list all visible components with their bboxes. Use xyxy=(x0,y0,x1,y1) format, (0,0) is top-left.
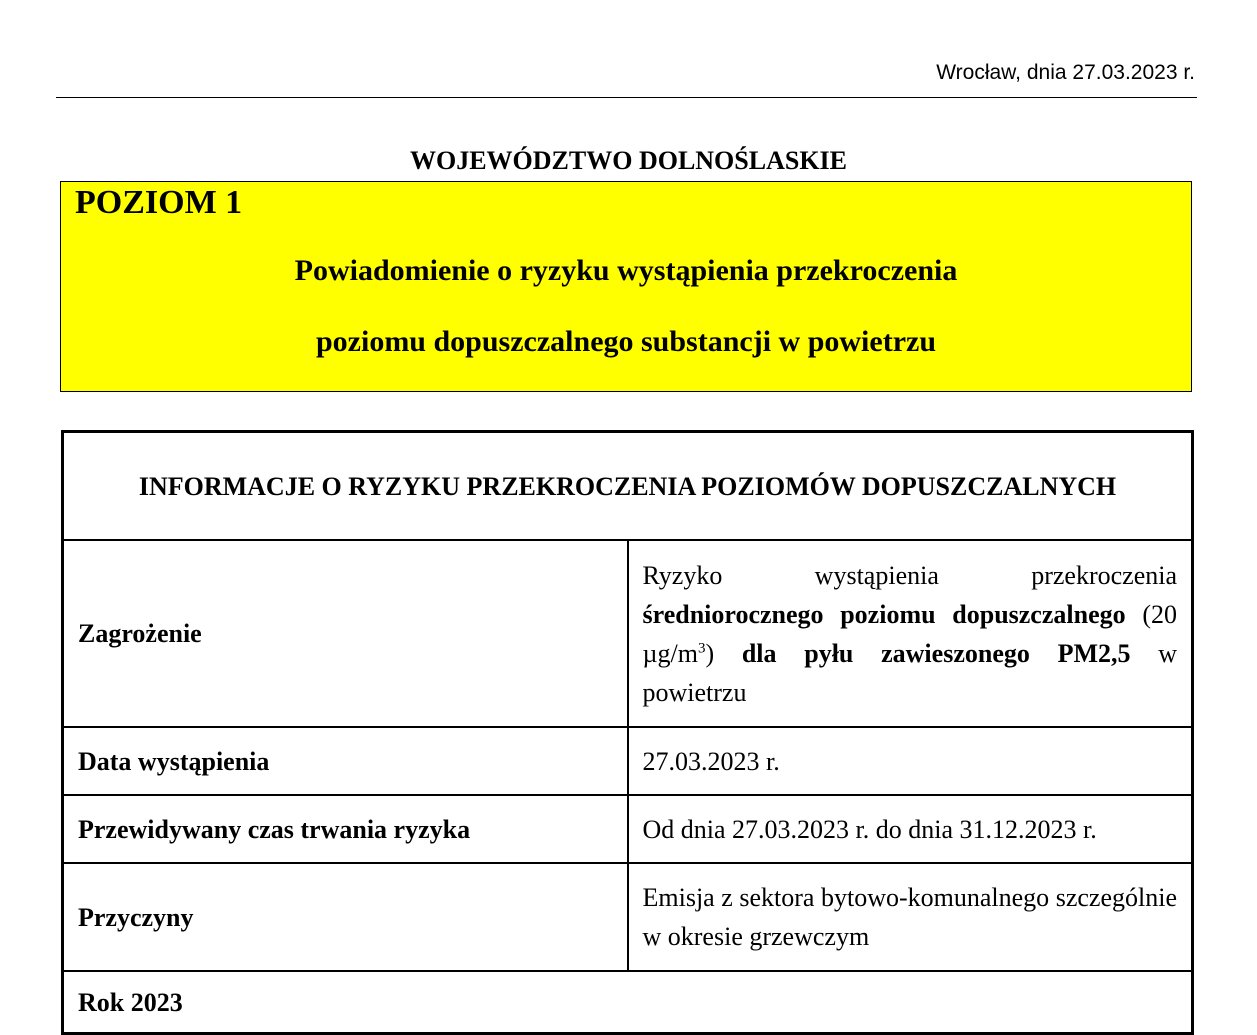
threat-text-bold-2: dla pyłu zawieszonego PM2,5 xyxy=(741,638,1131,668)
risk-info-table xyxy=(61,430,1194,1035)
duration-label: Przewidywany czas trwania ryzyka xyxy=(63,795,628,863)
threat-label: Zagrożenie xyxy=(63,540,628,727)
alert-level-title: POZIOM 1 xyxy=(75,184,243,221)
threat-text-exponent: 3 xyxy=(697,639,706,656)
table-row xyxy=(63,727,1193,795)
threat-value xyxy=(628,540,1193,727)
table-heading: INFORMACJE O RYZYKU PRZEKROCZENIA POZIOMÓW DOPUSZCZALNYCH xyxy=(63,432,1193,541)
cause-value: Emisja z sektora bytowo-komunalnego szczególnie w okresie grzewczym xyxy=(628,863,1193,971)
table-row xyxy=(63,540,1193,727)
place-date: Wrocław, dnia 27.03.2023 r. xyxy=(936,61,1195,84)
header-divider xyxy=(56,97,1197,98)
threat-text-limit-close: ) xyxy=(705,638,715,668)
region-title: WOJEWÓDZTWO DOLNOŚLASKIE xyxy=(409,146,848,175)
duration-value: Od dnia 27.03.2023 r. do dnia 31.12.2023 r. xyxy=(628,795,1193,863)
alert-description-line-2: poziomu dopuszczalnego substancji w powietrzu xyxy=(315,325,937,358)
threat-text-2: w powietrzu xyxy=(642,638,1178,707)
cause-label: Przyczyny xyxy=(63,863,628,971)
date-value: 27.03.2023 r. xyxy=(628,727,1193,795)
table-row xyxy=(63,863,1193,971)
threat-text-limit: (20 µg/m xyxy=(642,599,1177,668)
alert-description-line-1: Powiadomienie o ryzyku wystąpienia przekroczenia xyxy=(294,254,958,287)
date-label: Data wystąpienia xyxy=(63,727,628,795)
table-row xyxy=(63,795,1193,863)
threat-text-1: Ryzyko wystąpienia przekroczenia xyxy=(642,560,1177,590)
year-label: Rok 2023 xyxy=(63,971,1193,1034)
table-row xyxy=(63,971,1193,1034)
threat-text-bold-1: średniorocznego poziomu dopuszczalnego xyxy=(642,599,1126,629)
alert-level-box xyxy=(60,181,1192,392)
